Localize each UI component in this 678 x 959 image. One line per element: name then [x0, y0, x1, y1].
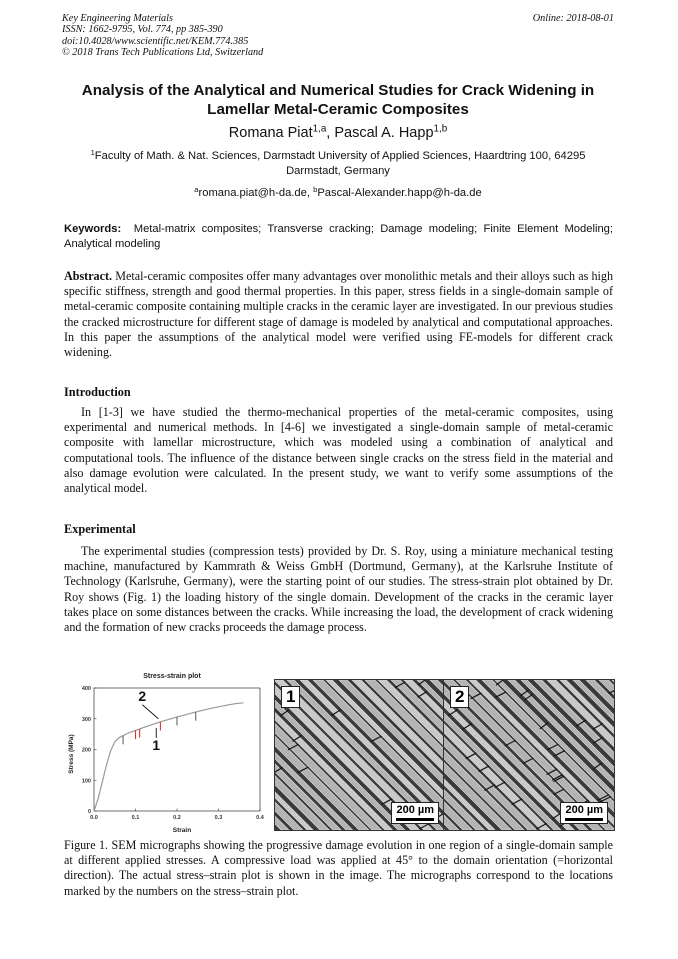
doi-line: doi:10.4028/www.scientific.net/KEM.774.385: [62, 35, 249, 47]
author-sup: 1,b: [433, 123, 448, 135]
abstract-label: Abstract.: [64, 269, 113, 283]
abstract: [64, 269, 613, 360]
email-sup: a: [194, 184, 199, 194]
keywords-label: Keywords:: [64, 223, 122, 235]
figure-caption: Figure 1. SEM micrographs showing the progressive damage evolution in one region of a single-domain sample at different applied stresses. A compressive load was applied at 45° to the domain orientation (=horizontal direction). The actual stress–strain plot is shown in the image. The micrographs correspond to the locations marked by the numbers on the stress–strain plot.: [64, 838, 613, 898]
x-tick-label: 0.3: [214, 815, 223, 821]
marker-label: 2: [138, 687, 147, 704]
affiliation-text: Faculty of Math. & Nat. Sciences, Darmstadt University of Applied Sciences, Haardtring 100, 64295 Darmstadt, Germany: [94, 150, 586, 177]
online-date: Online: 2018-08-01: [532, 13, 614, 24]
marker-label: 1: [152, 736, 161, 753]
author-emails: [62, 186, 614, 200]
x-tick-label: 0.2: [173, 815, 181, 821]
author-name: Romana Piat: [228, 125, 313, 141]
y-tick-label: 0: [87, 809, 91, 815]
sem-micrograph-1: [274, 679, 446, 831]
scale-bar-line: [396, 818, 434, 821]
introduction-paragraph: In [1-3] we have studied the thermo-mechanical properties of the metal-ceramic composites, using experimental and numerical methods. In [4-6] we investigated a single-domain sample of metal-ceramic composite with lamellar microstructure, which was modeled using a combination of analytical and computational tools. The influence of the distance between single cracks on the stress field in the material and also damage evolution were calculated. In the present study, we want to verify some assumptions of the analytical model.: [64, 405, 613, 496]
plot-frame: [94, 688, 260, 811]
issn-line: ISSN: 1662-9795, Vol. 774, pp 385-390: [62, 24, 223, 36]
marker-arrow: [142, 705, 158, 719]
email-link[interactable]: Pascal-Alexander.happ@h-da.de: [317, 187, 482, 199]
paper-title: Analysis of the Analytical and Numerical Studies for Crack Widening in Lamellar Metal-Ceramic Composites: [81, 82, 595, 118]
scale-bar-text: 200 µm: [565, 804, 603, 816]
x-tick-label: 0.4: [256, 815, 264, 821]
y-tick-label: 100: [81, 778, 91, 785]
keywords-text: Metal-matrix composites; Transverse cracking; Damage modeling; Finite Element Modeling; Analytical modeling: [64, 223, 613, 250]
affiliation: [62, 149, 614, 178]
chart-title: Stress-strain plot: [143, 673, 201, 680]
x-tick-label: 0.1: [131, 815, 140, 821]
email-link[interactable]: romana.piat@h-da.de,: [198, 187, 310, 199]
sem-micrograph-2: [443, 679, 615, 831]
scale-bar: [560, 802, 608, 824]
keywords: [64, 222, 613, 251]
x-tick-label: 0.0: [90, 815, 98, 821]
micrograph-label: 2: [450, 686, 469, 708]
y-tick-label: 200: [81, 747, 91, 754]
stress-strain-chart: [64, 668, 264, 836]
scale-bar-text: 200 µm: [396, 804, 434, 816]
experimental-paragraph: The experimental studies (compression tests) provided by Dr. S. Roy, using a miniature mechanical testing machine, manufactured by Kammrath & Weiss GmbH (Dortmund, Germany), at the Karlsruhe Institute of Technology (Karlsruhe, Germany), were the starting point of our studies. The stress-strain plot obtained by Dr. Roy shows (Fig. 1) the loading history of the single domain. Development of the cracks in the ceramic layer takes place on some distances between the cracks. While increasing the load, the development of crack widening and the formation of new cracks proceeds the damage process.: [64, 544, 613, 635]
micrograph-label: 1: [281, 686, 300, 708]
copyright-line: © 2018 Trans Tech Publications Ltd, Switzerland: [62, 47, 264, 59]
affiliation-sup: 1: [90, 147, 95, 157]
stress-strain-curve: [94, 703, 243, 811]
section-heading-experimental: Experimental: [64, 522, 136, 536]
figure-1: [64, 668, 613, 838]
y-axis-label: Stress (MPa): [68, 734, 75, 774]
x-axis-label: Strain: [172, 827, 192, 834]
email-sup: b: [313, 184, 318, 194]
y-tick-label: 400: [81, 686, 91, 692]
journal-header: [62, 13, 263, 59]
author-name: Pascal A. Happ: [334, 125, 434, 141]
author-sup: 1,a: [312, 123, 327, 135]
abstract-text: Metal-ceramic composites offer many advantages over monolithic metals and their alloys such as high specific stiffness, strength and good thermal properties. In this paper, stress fields in a single-domain sample of metal-ceramic composite containing multiple cracks in the ceramic layer are investigated. In our previous studies the cracked microstructure for different stage of damage is modeled by analytical and computational approaches. In this paper the assumptions of the analytical model were verified using FE-models for different crack widening.: [64, 269, 614, 360]
scale-bar: [391, 802, 439, 824]
scale-bar-line: [565, 818, 603, 821]
y-tick-label: 300: [81, 716, 91, 723]
author-list: Romana Piat$^{1,a}$, Pascal A. Happ$^{1,b}$: [228, 123, 448, 141]
section-heading-introduction: Introduction: [64, 385, 131, 399]
journal-name: Key Engineering Materials: [62, 13, 173, 24]
